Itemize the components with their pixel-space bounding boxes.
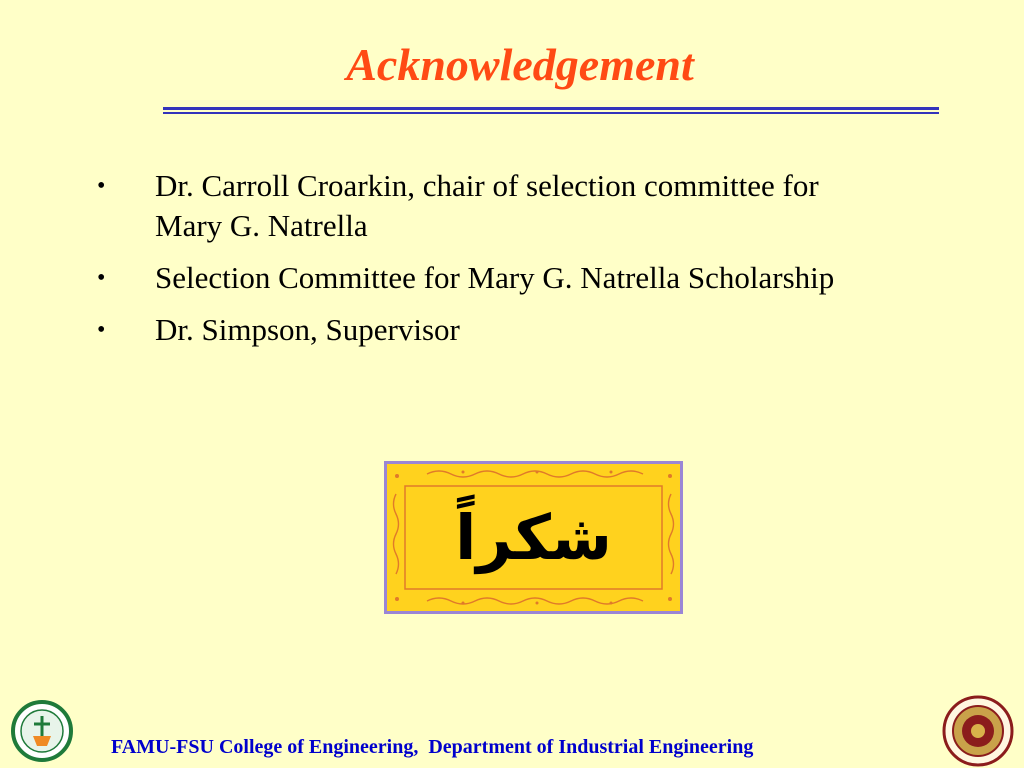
slide-title: Acknowledgement (346, 39, 694, 90)
bullet-item (95, 310, 855, 350)
thanks-text: شكراً (455, 501, 612, 574)
bullet-item (95, 166, 855, 246)
bullet-text: Dr. Carroll Croarkin, chair of selection committee for Mary G. Natrella (155, 168, 819, 243)
thanks-card (384, 461, 683, 614)
bullet-text: Dr. Simpson, Supervisor (155, 312, 460, 347)
bullet-text: Selection Committee for Mary G. Natrella Scholarship (155, 260, 835, 295)
bullet-dot: • (97, 173, 106, 199)
title-underline (163, 107, 939, 115)
fsu-seal-icon (940, 694, 1016, 768)
bullet-dot: • (97, 265, 106, 291)
bullet-item (95, 258, 855, 298)
bullet-dot: • (97, 317, 106, 343)
famu-seal-icon (7, 700, 77, 762)
bullet-list (95, 166, 855, 362)
footer-text: FAMU-FSU College of Engineering, Department of Industrial Engineering (111, 736, 754, 758)
